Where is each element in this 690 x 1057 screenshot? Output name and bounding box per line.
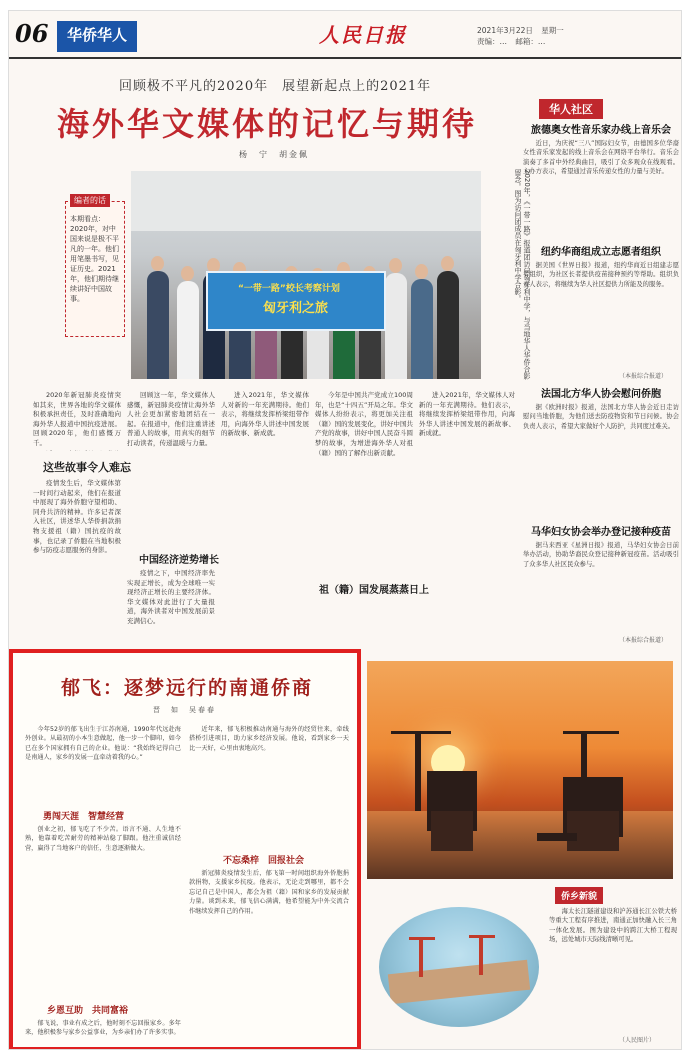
subhead-economy: 中国经济逆势增长 bbox=[139, 555, 219, 566]
community-paragraph: 据马来西亚《星洲日报》报道，马华妇女协会日前举办活动，协助华裔民众登记接种新冠疫苗。活动吸引了众多华人社区民众参与。 bbox=[523, 542, 679, 568]
feature-col1-body2 bbox=[25, 825, 181, 995]
lead-paragraph: 疫情发生后，华文媒体第一时间行动起来，他们在报道中展现了海外侨胞守望相助、同舟共济的精神。许多记者深入社区，讲述华人华侨捐款捐物支援祖（籍）国抗疫的故事，也记录了侨胞在当地积极参与防疫志愿服务的身影。 bbox=[33, 479, 121, 555]
newspaper-page bbox=[8, 10, 682, 1050]
photo-land bbox=[388, 960, 530, 1004]
lead-col5-body bbox=[419, 391, 515, 641]
lead-kicker: 回顾极不平凡的2020年 展望新起点上的2021年 bbox=[119, 79, 432, 94]
feature-paragraph: 近年来，郁飞积极推动南通与海外的经贸往来，牵线搭桥引进项目，助力家乡经济发展。他说，看到家乡一天比一天好，心里由衷地高兴。 bbox=[189, 726, 349, 752]
issue-weekday: 星期一 bbox=[541, 26, 564, 35]
community-paragraph: 据《欧洲时报》报道，法国北方华人协会近日走访慰问当地侨胞，为他们送去防疫物资和节日问候。协会负责人表示，希望大家做好个人防护，共同度过难关。 bbox=[523, 404, 679, 430]
pier-right-base bbox=[567, 811, 619, 851]
feature-paragraph: 新冠肺炎疫情发生后，郁飞第一时间组织海外侨胞捐款捐物，支援家乡抗疫。他表示，无论走到哪里，都不会忘记自己是中国人，都会为祖（籍）国和家乡的发展贡献力量。谈到未来，郁飞信心满满，他希望能为中外交流合作继续发挥自己的作用。 bbox=[189, 870, 349, 915]
community-body-2 bbox=[523, 261, 679, 367]
feature-paragraph: 创业之初，郁飞吃了不少苦。语言不通、人生地不熟，他靠着吃苦耐劳的精神站稳了脚跟。他注重诚信经营，赢得了当地客户的信任，生意逐渐做大。 bbox=[25, 826, 181, 852]
lead-col4-body bbox=[315, 391, 413, 571]
gantry-2 bbox=[479, 935, 483, 975]
community-body-4 bbox=[523, 541, 679, 633]
editor-email: 邮箱：… bbox=[515, 37, 546, 46]
community-head-3: 法国北方华人协会慰问侨胞 bbox=[541, 389, 661, 400]
construction-aerial-photo bbox=[379, 907, 539, 1027]
lead-col1-intro bbox=[33, 391, 121, 451]
community-body-1 bbox=[523, 139, 679, 235]
feature-subhead-1: 勇闯天涯 智慧经营 bbox=[43, 812, 125, 822]
community-paragraph: 近日，为庆祝“三八”国际妇女节，由德国多位华裔女性音乐家发起的线上音乐会在网络平台举行。音乐会演奏了多首中外经典曲目，吸引了众多观众在线观看。主办方表示，希望通过音乐传递女性的力量与美好。 bbox=[523, 140, 679, 176]
community-head-4: 马华妇女协会举办登记接种疫苗 bbox=[531, 527, 671, 538]
lead-paragraph bbox=[33, 450, 121, 451]
group-photo bbox=[131, 171, 481, 379]
community-head-1: 旅德奥女性音乐家办线上音乐会 bbox=[531, 125, 671, 136]
lead-paragraph: 今年是中国共产党成立100周年，也是“十四五”开局之年。华文媒体人纷纷表示，将更加关注祖（籍）国的发展变化，讲好中国共产党的故事，讲好中国人民奋斗圆梦的故事，为增进海外华人对祖（籍）国的了解作出新贡献。 bbox=[315, 391, 413, 457]
feature-article bbox=[9, 649, 361, 1050]
lead-col1-body bbox=[33, 479, 121, 639]
community-paragraph: 据美国《世界日报》报道，纽约华商近日组建志愿者组织，为社区长者提供疫苗接种预约等帮助。组织负责人表示，将继续为华人社区提供力所能及的服务。 bbox=[523, 262, 679, 288]
photo-news-tag: 侨乡新貌 bbox=[555, 887, 603, 904]
lead-col2-body bbox=[127, 391, 215, 541]
banner-text-1: “一带一路”校长考察计划 bbox=[238, 284, 340, 294]
photo-news-paragraph: 海太长江隧道建设和沪苏通长江公铁大桥等重大工程有序推进，南通正加快融入长三角一体化发展。图为建设中的跨江大桥工程现场，远处城市天际线清晰可见。 bbox=[549, 908, 677, 944]
feature-subhead-2: 乡恩互助 共同富裕 bbox=[47, 1006, 129, 1016]
bridge-sunset-photo bbox=[367, 661, 673, 879]
lead-paragraph: 回顾这一年，华文媒体人感慨，新冠肺炎疫情让海外华人社会更加紧密地团结在一起。在报道中，他们注重讲述普通人的故事，用真实的细节打动读者，传递温暖与力量。 bbox=[127, 391, 215, 447]
editor-credit: 责编：… bbox=[477, 37, 507, 46]
photo-water bbox=[367, 811, 673, 879]
section-tag: 华侨华人 bbox=[57, 21, 137, 48]
page-number: 06 bbox=[15, 19, 49, 48]
boat bbox=[537, 833, 577, 841]
community-source-2: （本报综合报道） bbox=[619, 373, 668, 380]
crane-arm-right bbox=[563, 731, 619, 734]
feature-col2-body bbox=[189, 725, 349, 845]
photo-banner bbox=[206, 271, 386, 331]
lead-paragraph: 疫情之下，中国经济率先实现正增长，成为全球唯一实现经济正增长的主要经济体。华文媒体对此进行了大量报道，海外读者对中国发展前景充满信心。 bbox=[127, 569, 215, 625]
community-source-4: （本报综合报道） bbox=[619, 637, 668, 644]
lead-title: 海外华文媒体的记忆与期待 bbox=[57, 105, 478, 143]
crane-arm-left bbox=[391, 731, 451, 734]
community-head-2: 纽约华商组成立志愿者组织 bbox=[541, 247, 661, 258]
crane-left bbox=[415, 731, 421, 811]
editor-note-box bbox=[65, 196, 125, 337]
pier-left-base bbox=[431, 811, 473, 851]
lead-col2-body2 bbox=[127, 569, 215, 639]
editor-note-text: 本期看点：2020年，对中国来说是极不平凡的一年。他们用笔墨书写，见证历史。2021年，他们期待继续讲好中国故事。 bbox=[70, 215, 119, 303]
subhead-motherland: 祖（籍）国发展蒸蒸日上 bbox=[319, 585, 429, 596]
feature-col2-body2 bbox=[189, 869, 349, 1045]
gantry-1 bbox=[419, 937, 423, 977]
photo-news-text bbox=[549, 907, 677, 945]
feature-title: 郁飞：逐梦远行的南通侨商 bbox=[61, 677, 314, 699]
lead-paragraph: 进入2021年，华文媒体人对新的一年充满期待。他们表示，将继续发挥桥梁纽带作用，向海外华人讲述中国发展的新故事、新成就。 bbox=[221, 391, 309, 438]
subhead-stories: 这些故事令人难忘 bbox=[43, 461, 131, 474]
photo-caption: 2020年，《一带一路》报道团访问匈牙利中学，与当地华人华侨合影留念。图为访问团成员在匈牙利中学合影。 bbox=[514, 169, 531, 380]
header-meta bbox=[477, 25, 677, 47]
photo-news-source: （人民图片） bbox=[619, 1037, 656, 1044]
masthead-logo: 人民日报 bbox=[319, 23, 407, 47]
feature-paragraph: 今年52岁的郁飞出生于江苏南通，1990年代远赴海外创业。从最初的小本生意做起，他一步一个脚印，如今已在多个国家拥有自己的企业。他说：“我始终记得自己是南通人，家乡的发展一直牵动着我的心。” bbox=[25, 726, 181, 762]
community-body-3 bbox=[523, 403, 679, 511]
lead-paragraph: 进入2021年，华文媒体人对新的一年充满期待。他们表示，将继续发挥桥梁纽带作用，向海外华人讲述中国发展的新故事、新成就。 bbox=[419, 391, 515, 438]
lead-byline: 杨 宁 胡金佩 bbox=[239, 150, 309, 159]
feature-byline: 晋 如 吴春春 bbox=[153, 706, 216, 714]
editor-note-tag: 编者的话 bbox=[70, 194, 110, 207]
issue-date: 2021年3月22日 bbox=[477, 26, 533, 35]
gantry-arm-2 bbox=[469, 935, 495, 938]
lead-paragraph: 2020年新冠肺炎疫情突如其来，世界各地的华文媒体积极承担责任，及时准确地向海外华人报道中国抗疫进展。回顾2020年，他们感慨万千。 bbox=[33, 391, 121, 447]
feature-col1-body bbox=[25, 725, 181, 803]
feature-paragraph: 郁飞说，事业有成之后，他时刻不忘回报家乡。多年来，他积极参与家乡公益事业，为乡亲们办了许多实事。 bbox=[25, 1020, 181, 1037]
banner-text-2: 匈牙利之旅 bbox=[263, 301, 329, 316]
gantry-arm-1 bbox=[409, 937, 435, 940]
community-tag: 华人社区 bbox=[539, 99, 603, 119]
lead-col3-body bbox=[221, 391, 309, 571]
feature-col1-body3 bbox=[25, 1019, 181, 1047]
page-header bbox=[9, 11, 682, 59]
section-underline bbox=[57, 48, 137, 52]
feature-subhead-3: 不忘桑梓 回报社会 bbox=[223, 856, 305, 866]
